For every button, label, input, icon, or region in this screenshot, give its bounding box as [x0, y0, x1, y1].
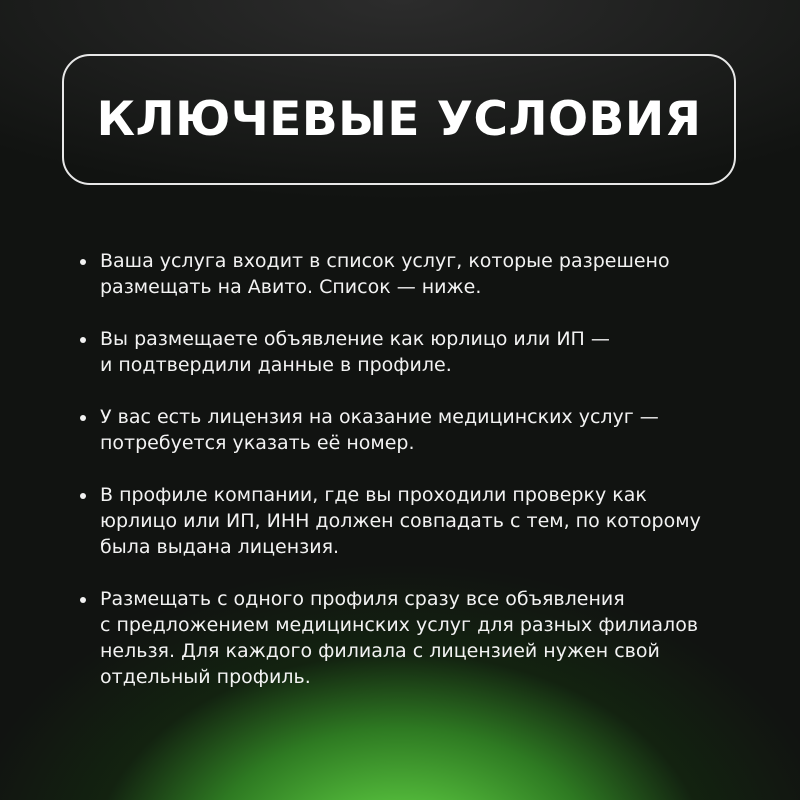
list-item-text: с предложением медицинских услуг для разных филиалов [100, 614, 699, 636]
list-item-text: потребуется указать её номер. [100, 432, 415, 454]
page-title: КЛЮЧЕВЫЕ УСЛОВИЯ [96, 92, 702, 147]
list-item-text: юрлицо или ИП, ИНН должен совпадать с тем, по которому [100, 510, 701, 532]
bullet-dot-icon [80, 493, 86, 499]
list-item [78, 248, 758, 300]
list-item-text: и подтвердили данные в профиле. [100, 354, 452, 376]
bullet-dot-icon [80, 337, 86, 343]
list-item-text: Ваша услуга входит в список услуг, которые разрешено [100, 250, 670, 272]
list-item-text: нельзя. Для каждого филиала с лицензией нужен свой [100, 640, 660, 662]
list-item [78, 326, 758, 378]
list-item-text: Размещать с одного профиля сразу все объявления [100, 588, 625, 610]
list-item-text: была выдана лицензия. [100, 536, 340, 558]
list-item-text: размещать на Авито. Список — ниже. [100, 276, 482, 298]
list-item [78, 586, 758, 690]
list-item-text: В профиле компании, где вы проходили проверку как [100, 484, 647, 506]
bullet-dot-icon [80, 415, 86, 421]
bullet-dot-icon [80, 259, 86, 265]
list-item-text: отдельный профиль. [100, 666, 311, 688]
bullet-dot-icon [80, 597, 86, 603]
list-item [78, 482, 758, 560]
list-item-text: Вы размещаете объявление как юрлицо или ИП — [100, 328, 610, 350]
list-item-text: У вас есть лицензия на оказание медицинских услуг — [100, 406, 659, 428]
title-frame [62, 54, 736, 185]
list-item [78, 404, 758, 456]
conditions-list [78, 248, 758, 716]
